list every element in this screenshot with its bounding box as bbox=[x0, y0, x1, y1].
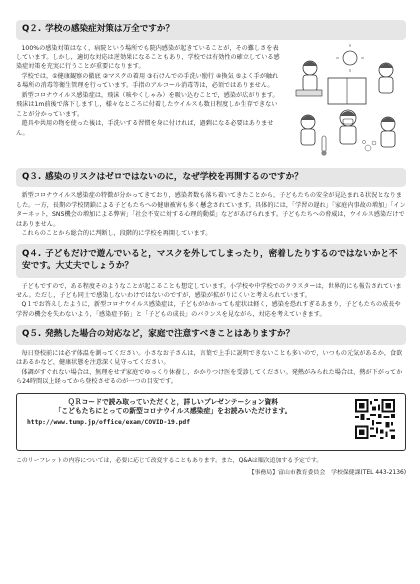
qr-title: ＱＲコードで読み取っていただくと，詳しいプレゼンテーション資料 bbox=[67, 397, 279, 406]
answer-q4 bbox=[16, 282, 406, 320]
answer-q2 bbox=[16, 44, 406, 162]
question-heading-q2 bbox=[16, 20, 406, 40]
question-number: Q３. bbox=[22, 171, 42, 182]
qr-code-icon[interactable] bbox=[355, 399, 395, 439]
question-number: Q５. bbox=[22, 329, 42, 340]
question-heading-q5 bbox=[16, 325, 406, 345]
answer-paragraph: 子どもですので，ある程度そのようなことが起こることも想定しています。小学校や中学校でのクラスターは，世界的にも報告されていません。ただし，子ども同士で感染しないわけではないのですが，感染が拡がりにくいと考えられています。 bbox=[16, 282, 402, 299]
answer-paragraph: 体調がすぐれない場合は，無理をせず家庭でゆっくり休養し，かかりつけ医を受診してください。発熱がみられた場合は，熱が下がってから24時間以上経ってから登校させるのが一つの目安です。 bbox=[16, 368, 403, 386]
answer-paragraph: 毎日登校前には必ず体温を測ってください。小さなお子さんは，言葉で上手に説明できないことも多いので，いつもの元気があるか，食欲はあるかなど，健康状態を注意深く見守ってください。 bbox=[16, 349, 403, 367]
answer-q5 bbox=[16, 349, 406, 387]
question-heading-q4 bbox=[16, 244, 406, 277]
question-number: Q４. bbox=[22, 249, 42, 260]
office-contact: 【事務局】富山市教育委員会 学校保健課(TEL 443-2136) bbox=[248, 469, 406, 476]
footer-note: このリーフレットの内容については，必要に応じて改変することもあります。また，Q&Aは順次追加する予定です。 bbox=[16, 457, 323, 464]
answer-paragraph: 新型コロナウイルス感染症の特徴が分かってきており，感染者数も落ち着いてきたことから，子どもたちの安全が見込まれる状況となりました。一方，長期の学校閉鎖による子どもたちへの健康被害も多く懸念されています。具体的には，「学習の遅れ」「家庭内事故の増加」「インターネット，SNS機会の増加による弊害」「社会不安に対する心理的動揺」などがあげられます。子どもたちへの脅威は，ウイルス感染だけではありません。 bbox=[16, 192, 406, 228]
answer-paragraph: 学校では，①健康観察の徹底 ②マスクの着用 ③石けんでの手洗い励行 ④換気 ⑤よく手が触れる場所の消毒等衛生管理を行っています。手指のアルコール消毒等は，必須ではありません。 bbox=[16, 72, 279, 90]
answer-paragraph: 新型コロナウイルス感染症は，飛沫（咳やくしゃみ）を吸い込むことで，感染が広がります。飛沫は1m前後で落下しますし，様々なところに付着したウイルスも数日程度しか生存できないことが分かっています。 bbox=[16, 91, 279, 118]
question-number: Q２. bbox=[22, 24, 42, 34]
question-title: 発熱した場合の対応など，家庭で注意すべきことはありますか？ bbox=[45, 329, 295, 340]
qr-info-box bbox=[16, 393, 406, 451]
answer-paragraph: 遊具や共用の物を使った後は，手洗いする習慣を身に付ければ，過剰になる必要はありません。 bbox=[16, 120, 274, 137]
question-title: 感染のリスクはゼロではないのに，なぜ学校を再開するのですか？ bbox=[45, 171, 303, 182]
answer-paragraph: これらのことから総合的に判断し，段階的に学校を再開しています。 bbox=[21, 229, 212, 237]
leaflet-page bbox=[16, 20, 406, 476]
children-hygiene-illustration bbox=[288, 44, 406, 160]
answer-paragraph: Q１でお答えしたように，新型コロナウイルス感染症は，子どもがかかっても症状は軽く，感染を恐れすぎるあまり，子どもたちの成長や学習の機会を失わないよう，「感染症予防」と「子どもの成長」のバランスを見ながら，対応を考えていきます。 bbox=[16, 301, 401, 318]
answer-paragraph: 100%の感染対策はなく，病院という場所でも院内感染が起きていることが，その難しさを表しています。しかし，適切な対応は逆効果になることもあり，学校では有効性の確立している感染症対策を充実に行うことが重要になります。 bbox=[16, 44, 280, 71]
question-title: 子どもだけで遊んでいると，マスクを外してしまったり，密着したりするのではないかと不安です。大丈夫でしょうか？ bbox=[22, 249, 398, 271]
question-heading-q3 bbox=[16, 168, 406, 188]
answer-q3 bbox=[16, 191, 406, 238]
question-title: 学校の感染症対策は万全ですか？ bbox=[45, 24, 175, 34]
qr-subtitle: 「こどもたちにとっての新型コロナウイルス感染症」をお読みいただけます。 bbox=[54, 407, 292, 416]
presentation-url-link[interactable]: http://www.tump.jp/office/exam/COVID-19.pdf bbox=[27, 418, 191, 426]
